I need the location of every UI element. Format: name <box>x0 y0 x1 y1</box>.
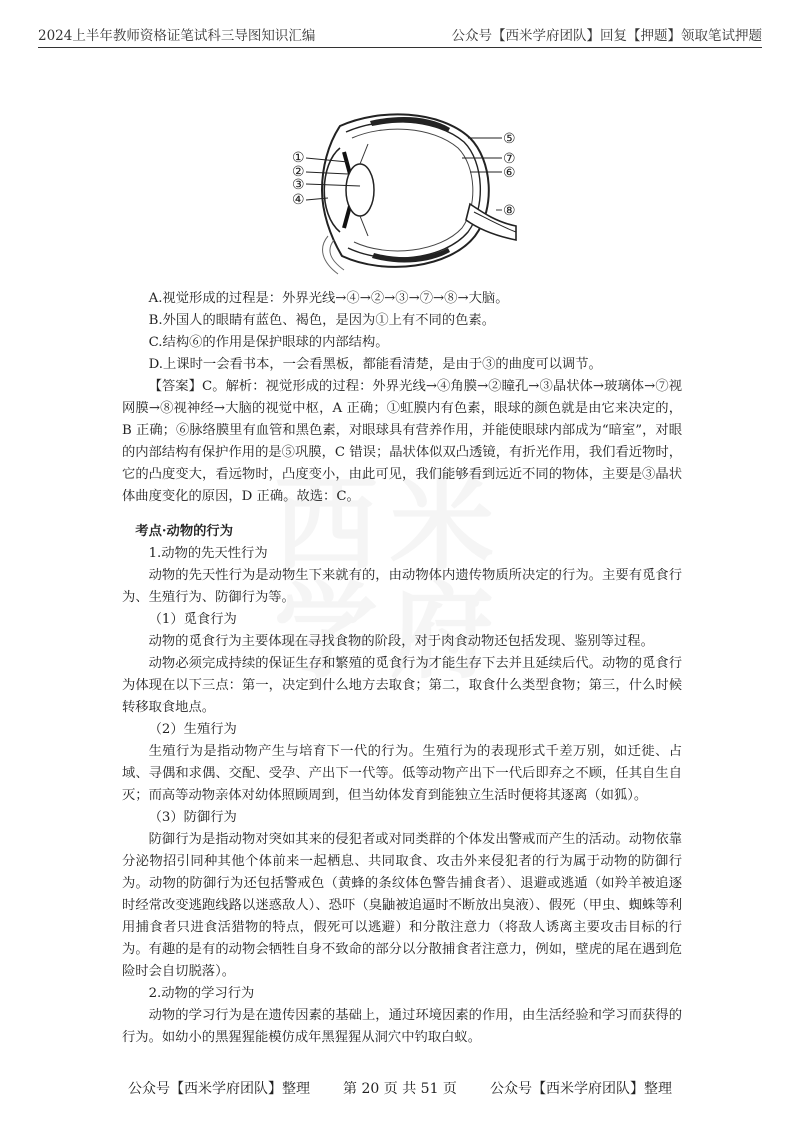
section-title: 考点·动物的行为 <box>135 524 234 539</box>
label-3: ③ <box>292 177 305 193</box>
iris-lower <box>344 206 350 228</box>
header-promo: 公众号【西米学府团队】回复【押题】领取笔试押题 <box>451 28 762 44</box>
para-innate-behavior: 动物的先天性行为是动物生下来就有的，由动物体内遗传物质所决定的行为。主要有觅食行为、生殖行为、防御行为等。 <box>122 568 682 605</box>
page-content <box>122 288 682 1049</box>
heading-learning-behavior: 2.动物的学习行为 <box>148 986 255 1001</box>
label-2: ② <box>292 164 305 180</box>
heading-feeding: （1）觅食行为 <box>148 612 237 627</box>
page-header <box>38 22 762 48</box>
para-feeding-1: 动物的觅食行为主要体现在寻找食物的阶段，对于肉食动物还包括发现、鉴别等过程。 <box>148 634 654 649</box>
page-number: 第 20 页 共 51 页 <box>343 1081 457 1097</box>
option-b: B.外国人的眼睛有蓝色、褐色，是因为①上有不同的色素。 <box>148 313 496 328</box>
option-a: A.视觉形成的过程是：外界光线→④→②→③→⑦→⑧→大脑。 <box>148 291 509 306</box>
option-c: C.结构⑥的作用是保护眼球的内部结构。 <box>148 335 389 350</box>
eyeball-diagram <box>270 108 532 278</box>
heading-defense: （3）防御行为 <box>148 810 237 825</box>
label-1: ① <box>292 150 305 166</box>
para-defense: 防御行为是指动物对突如其来的侵犯者或对同类群的个体发出警戒而产生的活动。动物依靠分泌物招引同种其他个体前来一起栖息、共同取食、攻击外来侵犯者的行为属于动物的防御行为。动物的防御行为还包括警戒色（黄蜂的条纹体色警告捕食者）、退避或逃遁（如羚羊被追逐时经常改变逃跑线路以迷惑敌人）、恐吓（臭鼬被追逼时不断放出臭液）、假死（甲虫、蜘蛛等利用捕食者只进食活猎物的特点，假死可以逃避）和分散注意力（将敌人诱离主要攻击目标的行为。有趣的是有的动物会牺牲自身不致命的部分以分散捕食者注意力，例如，壁虎的尾在遇到危险时会自切脱落）。 <box>122 832 682 979</box>
page-footer <box>128 1078 672 1098</box>
footer-left: 公众号【西米学府团队】整理 <box>128 1081 310 1097</box>
option-d: D.上课时一会看书本，一会看黑板，都能看清楚，是由于③的曲度可以调节。 <box>148 357 602 372</box>
heading-innate-behavior: 1.动物的先天性行为 <box>148 546 268 561</box>
iris-upper <box>344 152 350 174</box>
label-6: ⑥ <box>503 165 516 181</box>
para-feeding-2: 动物必须完成持续的保证生存和繁殖的觅食行为才能生存下去并且延续后代。动物的觅食行为体现在以下三点：第一，决定到什么地方去取食；第二，取食什么类型食物；第三，什么时候转移取食地点。 <box>122 656 682 715</box>
label-4: ④ <box>292 192 305 208</box>
answer-explanation: 【答案】C。解析：视觉形成的过程：外界光线→④角膜→②瞳孔→③晶状体→玻璃体→⑦视网膜→⑧视神经→大脑的视觉中枢，A 正确；①虹膜内有色素，眼球的颜色就是由它来决定的，B 正确；⑥脉络膜里有血管和黑色素，对眼球具有营养作用，并能使眼球内部成为“暗室”，对眼的内部结构有保护作用的是⑤巩膜，C 错误；晶状体似双凸透镜，有折光作用，我们看近物时，它的凸度变大，看远物时，凸度变小，由此可见，我们能够看到远近不同的物体，主要是③晶状体曲度变化的原因，D 正确。故选：C。 <box>122 379 682 504</box>
label-5: ⑤ <box>503 131 516 147</box>
header-title: 2024上半年教师资格证笔试科三导图知识汇编 <box>38 28 316 44</box>
para-reproduction: 生殖行为是指动物产生与培育下一代的行为。生殖行为的表现形式千差万别，如迁徙、占域、寻偶和求偶、交配、受孕、产出下一代等。低等动物产出下一代后即弃之不顾，任其自生自灭；而高等动物亲体对幼体照顾周到，但当幼体发育到能独立生活时便将其逐离（如狐）。 <box>122 744 682 803</box>
footer-right: 公众号【西米学府团队】整理 <box>489 1081 672 1097</box>
label-8: ⑧ <box>503 203 516 219</box>
label-7: ⑦ <box>503 151 516 167</box>
lens <box>346 164 374 216</box>
heading-reproduction: （2）生殖行为 <box>148 722 237 737</box>
para-learning-behavior: 动物的学习行为是在遗传因素的基础上，通过环境因素的作用，由生活经验和学习而获得的行为。如幼小的黑猩猩能模仿成年黑猩猩从洞穴中钓取白蚁。 <box>122 1008 682 1045</box>
